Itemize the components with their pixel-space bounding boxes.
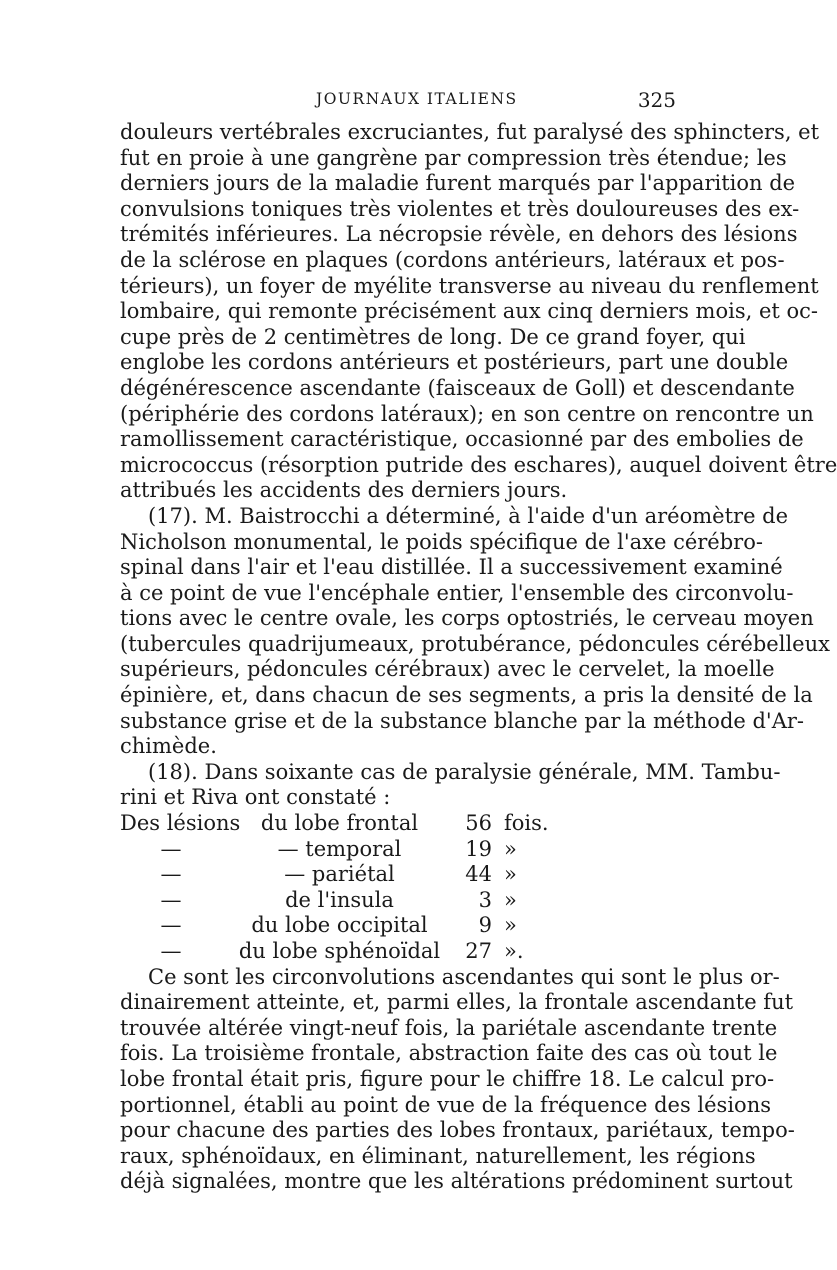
text-line: (périphérie des cordons latéraux); en son centre on rencontre un xyxy=(120,401,814,426)
table-cell: 56 xyxy=(465,811,492,836)
text-line: supérieurs, pédoncules cérébraux) avec le cervelet, la moelle xyxy=(120,657,775,682)
table-row xyxy=(120,837,680,863)
table-cell: du lobe occipital xyxy=(251,913,428,938)
table-row xyxy=(120,913,680,939)
text-line: spinal dans l'air et l'eau distillée. Il a successivement examiné xyxy=(120,555,783,580)
text-line: Nicholson monumental, le poids spécifique de l'axe cérébro- xyxy=(120,529,763,554)
table-cell: 44 xyxy=(465,862,492,887)
page-header xyxy=(120,88,676,116)
paragraph-17-baistrocchi xyxy=(120,503,830,760)
table-cell: du lobe sphénoïdal xyxy=(238,939,441,963)
table-cell: 3 xyxy=(478,887,492,912)
text-line: épinière, et, dans chacun de ses segments, a pris la densité de la xyxy=(120,683,813,708)
text-line: lobe frontal était pris, figure pour le chiffre 18. Le calcul pro- xyxy=(120,1066,775,1091)
text-line: micrococcus (résorption putride des eschares), auquel doivent être xyxy=(120,452,837,477)
text-line: (tubercules quadrijumeaux, protubérance, pédoncules cérébelleux xyxy=(120,631,830,656)
text-line: raux, sphénoïdaux, en éliminant, naturellement, les régions xyxy=(120,1143,756,1168)
lesions-table xyxy=(120,811,680,965)
table-cell: » xyxy=(504,862,517,887)
table-cell: » xyxy=(504,913,517,938)
text-line: derniers jours de la maladie furent marqués par l'apparition de xyxy=(120,171,796,196)
table-cell: de l'insula xyxy=(285,887,394,912)
text-line: douleurs vertébrales excruciantes, fut paralysé des sphincters, et xyxy=(120,120,820,144)
table-cell: fois. xyxy=(504,811,549,836)
table-cell: — pariétal xyxy=(284,862,395,887)
text-line: Ce sont les circonvolutions ascendantes qui sont le plus or- xyxy=(148,964,780,989)
table-row xyxy=(120,939,680,965)
text-line: (18). Dans soixante cas de paralysie générale, MM. Tambu- xyxy=(148,759,781,784)
text-line: fut en proie à une gangrène par compression très étendue; les xyxy=(120,145,787,170)
text-line: chimède. xyxy=(120,734,217,759)
text-line: englobe les cordons antérieurs et postérieurs, part une double xyxy=(120,350,789,375)
text-line: dégénérescence ascendante (faisceaux de Goll) et descendante xyxy=(120,375,795,400)
paragraph-closing xyxy=(120,964,795,1195)
paragraph-case-report xyxy=(120,120,837,504)
table-cell: Des lésions xyxy=(120,811,241,836)
table-cell: — xyxy=(160,939,182,963)
text-line: trémités inférieures. La nécropsie révèle, en dehors des lésions xyxy=(120,222,798,247)
text-line: portionnel, établi au point de vue de la fréquence des lésions xyxy=(120,1092,771,1117)
table-cell: — xyxy=(160,887,182,912)
text-line: pour chacune des parties des lobes frontaux, pariétaux, tempo- xyxy=(120,1118,795,1143)
text-line: substance grise et de la substance blanche par la méthode d'Ar- xyxy=(120,708,805,733)
text-line: déjà signalées, montre que les altérations prédominent surtout xyxy=(120,1169,793,1194)
table-row xyxy=(120,888,680,914)
text-line: rini et Riva ont constaté : xyxy=(120,785,391,810)
table-row xyxy=(120,811,680,837)
table-cell: ». xyxy=(504,939,524,963)
text-line: (17). M. Baistrocchi a déterminé, à l'aide d'un aréomètre de xyxy=(148,503,789,528)
table-row xyxy=(120,862,680,888)
text-line: convulsions toniques très violentes et très douloureuses des ex- xyxy=(120,196,800,221)
text-line: térieurs), un foyer de myélite transverse au niveau du renflement xyxy=(120,273,819,298)
text-line: de la sclérose en plaques (cordons antérieurs, latéraux et pos- xyxy=(120,247,785,272)
text-line: fois. La troisième frontale, abstraction faite des cas où tout le xyxy=(120,1041,778,1066)
text-line: cupe près de 2 centimètres de long. De ce grand foyer, qui xyxy=(120,324,746,349)
table-cell: — xyxy=(160,913,182,938)
running-head: JOURNAUX ITALIENS xyxy=(316,90,518,108)
page-body xyxy=(120,120,837,1195)
text-line: dinairement atteinte, et, parmi elles, la frontale ascendante fut xyxy=(120,990,794,1015)
text-line: ramollissement caractéristique, occasionné par des embolies de xyxy=(120,427,804,452)
page-number: 325 xyxy=(637,88,676,112)
text-line: tions avec le centre ovale, les corps optostriés, le cerveau moyen xyxy=(120,606,814,631)
table-cell: » xyxy=(504,836,517,861)
table-cell: 27 xyxy=(465,939,492,963)
text-line: attribués les accidents des derniers jours. xyxy=(120,478,568,503)
table-cell: — xyxy=(160,862,182,887)
text-line: à ce point de vue l'encéphale entier, l'ensemble des circonvolu- xyxy=(120,580,794,605)
table-cell: du lobe frontal xyxy=(260,811,419,836)
table-cell: — temporal xyxy=(277,836,402,861)
table-cell: 19 xyxy=(465,836,492,861)
paragraph-18-tamburini-riva xyxy=(120,759,781,811)
text-line: lombaire, qui remonte précisément aux cinq derniers mois, et oc- xyxy=(120,299,818,324)
text-line: trouvée altérée vingt-neuf fois, la pariétale ascendante trente xyxy=(120,1015,778,1040)
table-cell: — xyxy=(160,836,182,861)
table-cell: » xyxy=(504,887,517,912)
table-cell: 9 xyxy=(478,913,492,938)
